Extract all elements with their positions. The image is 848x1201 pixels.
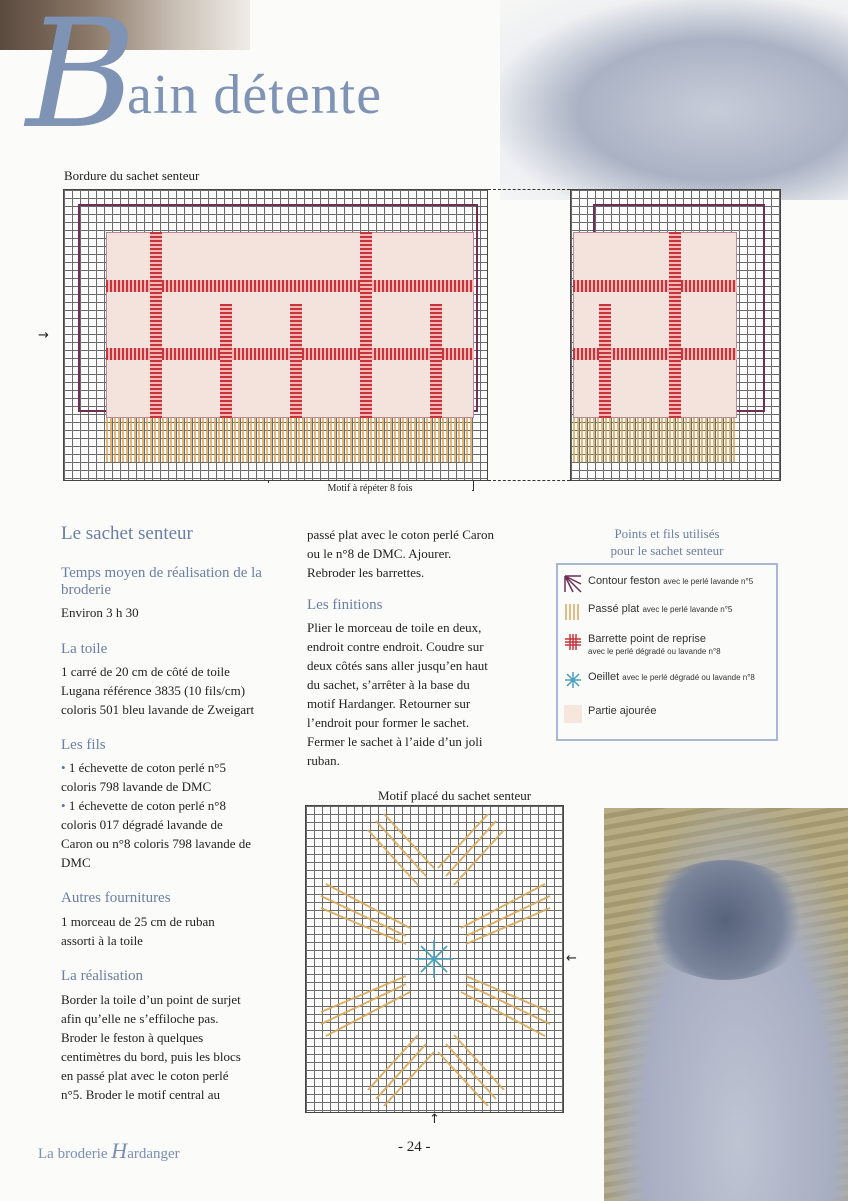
page-number: - 24 - bbox=[398, 1139, 431, 1155]
star-motif bbox=[306, 806, 565, 1114]
time-text: Environ 3 h 30 bbox=[61, 605, 139, 620]
border-chart-right bbox=[570, 189, 781, 481]
supplies-text: 1 morceau de 25 cm de ruban assorti à la toile bbox=[61, 914, 215, 948]
page-title: ain détente bbox=[127, 64, 383, 126]
arrow-left-icon: ← bbox=[566, 951, 577, 966]
threads-heading: Les fils bbox=[61, 737, 106, 753]
barrette-col-1 bbox=[150, 232, 162, 418]
passe-plat-row-right bbox=[573, 418, 737, 462]
bullet-icon: • bbox=[61, 798, 66, 813]
fabric-heading: La toile bbox=[61, 641, 108, 657]
barrette-col-5 bbox=[430, 304, 442, 418]
bottom-chart-caption: Motif placé du sachet senteur bbox=[378, 788, 532, 803]
footer-brand: La broderie Hardanger bbox=[38, 1138, 180, 1163]
barrette-col-2 bbox=[220, 304, 232, 418]
making-heading: La réalisation bbox=[61, 968, 144, 984]
top-chart-caption: Bordure du sachet senteur bbox=[64, 168, 200, 183]
time-heading: Temps moyen de réalisation de la broderie bbox=[61, 565, 262, 598]
sachet-photo-top bbox=[500, 0, 848, 200]
border-chart-left bbox=[63, 189, 488, 481]
title-initial: B bbox=[26, 0, 137, 162]
barrette-row-right-2 bbox=[573, 348, 737, 360]
ribbon-knot bbox=[640, 860, 810, 980]
motif-blocks-right bbox=[573, 232, 737, 418]
legend-item-feston: Contour feston avec le perlé lavande n°5 bbox=[566, 575, 753, 587]
passe-plat-row bbox=[106, 418, 474, 462]
motif-chart bbox=[305, 805, 564, 1113]
section-heading: Le sachet senteur bbox=[61, 523, 193, 544]
passe-plat-icon bbox=[564, 603, 582, 621]
arrow-right-icon: → bbox=[38, 328, 49, 343]
oeillet-center-icon bbox=[415, 940, 453, 978]
ajouree-icon bbox=[564, 705, 582, 723]
barrette-col-right-2 bbox=[669, 232, 681, 418]
finishing-text: Plier le morceau de toile en deux, endroit contre endroit. Coudre sur deux côtés sans aller jusqu’en haut du sachet, s’arrêter à la base du motif Hardanger. Retourner sur l’endroit pour former le sachet. Fermer le sachet à l’aide d’un joli ruban. bbox=[307, 620, 488, 768]
legend-item-oeillet: Oeillet avec le perlé dégradé ou lavande n°8 bbox=[566, 671, 755, 683]
gap-dash-bottom bbox=[488, 480, 570, 481]
legend-item-ajouree: Partie ajourée bbox=[566, 705, 657, 717]
making-text: Border la toile d’un point de surjet afin qu’elle ne s’effiloche pas. Broder le feston à quelques centimètres du bord, puis les blocs en passé plat avec le coton perlé n°5. Broder le motif central au bbox=[61, 992, 241, 1102]
finishing-heading: Les finitions bbox=[307, 597, 383, 613]
supplies-heading: Autres fournitures bbox=[61, 890, 171, 906]
barrette-icon bbox=[564, 633, 582, 651]
gap-dash-top bbox=[488, 189, 570, 190]
repeat-label: Motif à répéter 8 fois bbox=[268, 483, 472, 494]
legend-item-barrette: Barrette point de reprise avec le perlé dégradé ou lavande n°8 bbox=[566, 633, 721, 657]
bullet-icon: • bbox=[61, 760, 66, 775]
oeillet-icon bbox=[564, 671, 582, 689]
barrette-col-3 bbox=[290, 304, 302, 418]
legend-box bbox=[556, 563, 778, 741]
making-continued: passé plat avec le coton perlé Caron ou le n°8 de DMC. Ajourer. Rebroder les barrettes. bbox=[307, 527, 494, 580]
threads-text: • 1 échevette de coton perlé n°5 coloris 798 lavande de DMC • 1 échevette de coton perlé n°8 coloris 017 dégradé lavande de Caron ou n°8 coloris 798 lavande de DMC bbox=[61, 760, 252, 870]
barrette-col-right-1 bbox=[599, 304, 611, 418]
barrette-row-right-1 bbox=[573, 280, 737, 292]
legend-item-passe: Passé plat avec le perlé lavande n°5 bbox=[566, 603, 732, 615]
fabric-text: 1 carré de 20 cm de côté de toile Lugana référence 3835 (10 fils/cm) coloris 501 bleu lavande de Zweigart bbox=[61, 664, 255, 717]
legend-title: Points et fils utilisés pour le sachet senteur bbox=[610, 526, 724, 558]
feston-icon bbox=[564, 575, 582, 593]
barrette-col-4 bbox=[360, 232, 372, 418]
arrow-up-icon: ↑ bbox=[429, 1112, 440, 1127]
